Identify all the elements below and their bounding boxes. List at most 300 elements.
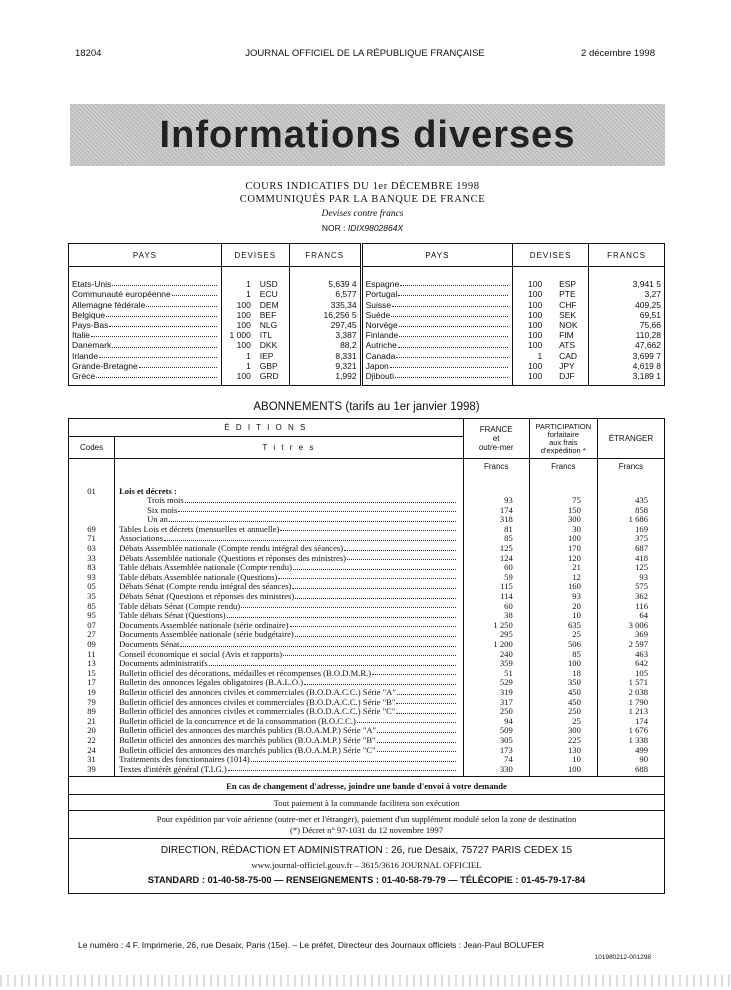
price-etranger: 435 (597, 496, 664, 506)
subscription-title: Bulletin officiel de la concurrence et de la consommation (B.O.C.C.) (119, 715, 356, 726)
price-etranger: 93 (597, 573, 664, 583)
country-cell (361, 330, 513, 340)
price-participation: 300 (529, 726, 597, 736)
col-pays-right: PAYS (361, 244, 513, 267)
currency-code: NLG (259, 319, 278, 330)
price-france: 359 (463, 659, 529, 669)
currency-units: 100 (527, 299, 543, 310)
subscription-title: Débats Sénat (Questions et réponses des ministres) (119, 591, 295, 602)
subscription-code: 09 (69, 640, 115, 650)
rate-value: 3,941 5 (589, 267, 665, 290)
price-etranger: 642 (597, 659, 664, 669)
country-name: Etats-Unis (72, 279, 112, 289)
subscription-code: 95 (69, 611, 115, 621)
col-pays-left: PAYS (69, 244, 222, 267)
rates-row (69, 300, 665, 310)
subscription-title: Documents Sénat (119, 639, 180, 649)
currency-code: PTE (559, 289, 576, 300)
price-france: 529 (463, 678, 529, 688)
price-france: 318 (463, 515, 529, 525)
subscription-code: 15 (69, 669, 115, 679)
note-air-line: Pour expédition par voie aérienne (outre-mer et l'étranger), paiement d'un supplément modulé selon la zone de destination (156, 814, 577, 825)
note-decree: (*) Décret n° 97-1031 du 12 novembre 1997 (289, 825, 444, 836)
price-france: 115 (463, 582, 529, 592)
page-number: 18204 (75, 48, 102, 59)
currency-cell (221, 340, 289, 350)
subscription-code: 11 (69, 650, 115, 660)
price-france: 93 (463, 496, 529, 506)
rate-value: 1,992 (289, 371, 361, 381)
price-france: 38 (463, 611, 529, 621)
rate-value: 75,66 (589, 320, 665, 330)
subscription-code: 20 (69, 726, 115, 736)
heading-line-3: Devises contre francs (321, 209, 404, 219)
price-participation: 635 (529, 621, 597, 631)
currency-code: GRD (259, 371, 279, 382)
unit-participation: Francs (529, 459, 597, 475)
subscription-title: Table débats Assemblée nationale (Compte rendu) (119, 562, 292, 573)
currency-units: 100 (527, 340, 543, 351)
price-france: 319 (463, 688, 529, 698)
nor-reference (150, 222, 575, 235)
country-name: Japon (365, 360, 389, 371)
price-etranger: 463 (597, 650, 664, 660)
subscription-title: Bulletin officiel des annonces civiles et commerciales (B.O.D.A.C.C.) Série "A" (119, 686, 396, 697)
subscription-code: 31 (69, 755, 115, 765)
rate-value: 3,699 7 (589, 351, 665, 361)
price-etranger (597, 475, 664, 497)
rate-value: 47,662 (589, 340, 665, 350)
price-france: 317 (463, 698, 529, 708)
nor-value: IDIX9802864X (347, 223, 404, 233)
rate-value: 409,25 (589, 300, 665, 310)
subscription-title: Bulletin officiel des décorations, médailles et récompenses (B.O.D.M.R.) (119, 667, 372, 678)
country-name: Finlande (365, 330, 399, 341)
rates-row (69, 267, 665, 290)
currency-units: 100 (527, 289, 543, 300)
subscription-code: 21 (69, 717, 115, 727)
country-cell (69, 289, 222, 299)
subscriptions-body (69, 475, 665, 777)
currency-units: 1 (246, 289, 251, 300)
subscription-code: 13 (69, 659, 115, 669)
price-etranger: 169 (597, 525, 664, 535)
phone-line: STANDARD : 01-40-58-75-00 — RENSEIGNEMENTS : 01-40-58-79-79 — TÉLÉCOPIE : 01-45-79-17-84 (147, 875, 586, 886)
currency-code: ATS (559, 340, 575, 351)
currency-cell (221, 310, 289, 320)
price-participation: 150 (529, 506, 597, 516)
price-etranger: 362 (597, 592, 664, 602)
col-devises-left: DEVISES (221, 244, 289, 267)
price-participation: 21 (529, 563, 597, 573)
price-france: 1 250 (463, 621, 529, 631)
currency-code: DEM (259, 299, 279, 310)
price-participation: 12 (529, 573, 597, 583)
currency-units: 1 (246, 279, 251, 289)
price-etranger: 105 (597, 669, 664, 679)
rate-value: 4,619 8 (589, 361, 665, 371)
currency-units: 100 (236, 371, 251, 382)
price-france (463, 475, 529, 497)
rate-value: 3,27 (589, 289, 665, 299)
price-france: 81 (463, 525, 529, 535)
price-participation: 85 (529, 650, 597, 660)
country-name: Irlande (72, 350, 98, 361)
currency-cell (221, 300, 289, 310)
subscription-title-cell (115, 475, 464, 497)
subscription-title: Débats Assemblée nationale (Compte rendu intégral des séances) (119, 543, 344, 554)
scan-noise (0, 975, 731, 987)
country-name: Suisse (365, 299, 392, 310)
subscription-code: 83 (69, 563, 115, 573)
subscription-title: Bulletin des annonces légales obligatoires (B.A.L.O.) (119, 677, 304, 688)
issue-date: 2 décembre 1998 (581, 48, 655, 59)
rates-row (69, 330, 665, 340)
currency-cell (221, 330, 289, 340)
subscription-title: Bulletin officiel des annonces des marchés publics (B.O.A.M.P.) Série "C" (119, 744, 376, 755)
currency-cell (513, 340, 589, 350)
price-participation: 100 (529, 765, 597, 777)
imprint-line: Le numéro : 4 F. Imprimerie, 26, rue Desaix, Paris (15e). – Le préfet, Directeur des Journaux officiels : Jean-Paul BOLUFER (78, 940, 545, 950)
price-etranger: 1 790 (597, 698, 664, 708)
currency-code: ESP (559, 279, 577, 289)
price-france: 59 (463, 573, 529, 583)
price-france: 94 (463, 717, 529, 727)
country-name: Portugal (365, 289, 398, 300)
rates-row (69, 371, 665, 381)
subscription-title: Table débats Assemblée nationale (Questions) (119, 571, 278, 582)
currency-code: DKK (259, 340, 278, 351)
country-cell (69, 351, 222, 361)
currency-units: 100 (236, 299, 251, 310)
price-participation: 350 (529, 678, 597, 688)
country-cell (69, 320, 222, 330)
country-name: Danemark (72, 340, 112, 351)
subscription-code: 71 (69, 534, 115, 544)
currency-units: 100 (236, 309, 251, 320)
price-etranger: 116 (597, 602, 664, 612)
price-france: 330 (463, 765, 529, 777)
subscription-code: 17 (69, 678, 115, 688)
price-participation: 450 (529, 688, 597, 698)
currency-units: 100 (236, 319, 251, 330)
price-france: 305 (463, 736, 529, 746)
subscription-code: 27 (69, 630, 115, 640)
country-cell (69, 361, 222, 371)
subscription-code: 33 (69, 554, 115, 564)
participation-header: PARTICIPATION forfaitaire aux frais d'expédition * (529, 419, 597, 459)
rate-value: 335,34 (289, 300, 361, 310)
col-francs-left: FRANCS (289, 244, 361, 267)
subscription-code: 19 (69, 688, 115, 698)
subscription-code (69, 496, 115, 506)
nor-label: NOR : (321, 223, 346, 233)
titres-unit (115, 459, 464, 475)
currency-cell (221, 289, 289, 299)
subscription-title: Associations (119, 533, 163, 544)
rate-value: 8,331 (289, 351, 361, 361)
rate-value: 9,321 (289, 361, 361, 371)
subscription-code: 05 (69, 582, 115, 592)
currency-code: GBP (259, 360, 278, 371)
country-cell (69, 330, 222, 340)
subscription-title: Conseil économique et social (Avis et rapports) (119, 648, 283, 659)
price-participation: 93 (529, 592, 597, 602)
price-etranger: 1 213 (597, 707, 664, 717)
price-etranger: 1 686 (597, 515, 664, 525)
subscription-title: Tables Lois et décrets (mensuelles et annuelle) (119, 523, 280, 534)
country-cell (69, 310, 222, 320)
country-cell (69, 340, 222, 350)
price-participation (529, 475, 597, 497)
country-cell (69, 267, 222, 290)
price-participation: 25 (529, 630, 597, 640)
country-cell (69, 300, 222, 310)
website-line: www.journal-officiel.gouv.fr – 3615/3616 JOURNAL OFFICIEL (251, 860, 482, 871)
rates-row (69, 320, 665, 330)
currency-cell (221, 320, 289, 330)
subscription-title-cell (115, 765, 464, 777)
price-france: 173 (463, 746, 529, 756)
rate-value: 3,189 1 (589, 371, 665, 381)
currency-cell (513, 289, 589, 299)
currency-code: DJF (559, 371, 575, 382)
rates-row (69, 289, 665, 299)
country-name: Norvège (365, 319, 398, 330)
price-france: 509 (463, 726, 529, 736)
price-participation: 100 (529, 659, 597, 669)
price-participation: 10 (529, 611, 597, 621)
subscription-title: Bulletin officiel des annonces des marchés publics (B.O.A.M.P.) Série "B" (119, 734, 376, 745)
currency-units: 100 (236, 340, 251, 351)
currency-cell (221, 351, 289, 361)
france-header: FRANCE et outre-mer (463, 419, 529, 459)
subscription-code: 79 (69, 698, 115, 708)
subscription-title: Lois et décrets : (119, 485, 177, 496)
country-name: Pays-Bas (72, 319, 109, 330)
section-title: Informations diverses (159, 113, 576, 156)
subscription-code (69, 506, 115, 516)
subscription-title: Documents Assemblée nationale (série ordinaire) (119, 619, 289, 630)
subscription-code: 89 (69, 707, 115, 717)
currency-units: 1 000 (229, 330, 251, 341)
currency-code: NOK (559, 319, 578, 330)
direction-address: DIRECTION, RÉDACTION ET ADMINISTRATION : 26, rue Desaix, 75727 PARIS CEDEX 15 (160, 845, 573, 857)
country-cell (361, 320, 513, 330)
price-etranger: 64 (597, 611, 664, 621)
currency-code: SEK (559, 309, 577, 320)
price-participation: 250 (529, 707, 597, 717)
col-francs-right: FRANCS (589, 244, 665, 267)
price-etranger: 1 571 (597, 678, 664, 688)
price-participation: 25 (529, 717, 597, 727)
rate-value: 5,639 4 (289, 267, 361, 290)
subscription-title: Un an (147, 514, 168, 525)
price-etranger: 375 (597, 534, 664, 544)
subscription-title: Documents administratifs (119, 658, 208, 669)
price-france: 74 (463, 755, 529, 765)
price-participation: 300 (529, 515, 597, 525)
currency-code: FIM (559, 330, 574, 341)
etranger-header: ÉTRANGER (597, 419, 664, 459)
price-participation: 18 (529, 669, 597, 679)
subscription-title-cell (115, 525, 464, 535)
country-name: Grèce (72, 371, 96, 382)
country-cell (361, 371, 513, 381)
price-france: 1 200 (463, 640, 529, 650)
price-participation: 225 (529, 736, 597, 746)
price-participation: 120 (529, 554, 597, 564)
rates-row (69, 361, 665, 371)
subscription-title: Débats Assemblée nationale (Questions et réponses des ministres) (119, 552, 347, 563)
country-name: Grande-Bretagne (72, 360, 138, 371)
subscription-code: 69 (69, 525, 115, 535)
price-etranger: 174 (597, 717, 664, 727)
rates-row (69, 351, 665, 361)
subscription-title: Traitements des fonctionnaires (1014) (119, 754, 250, 765)
price-etranger: 1 676 (597, 726, 664, 736)
heading-line-2: COMMUNIQUÉS PAR LA BANQUE DE FRANCE (239, 194, 486, 205)
price-etranger: 418 (597, 554, 664, 564)
price-france: 295 (463, 630, 529, 640)
note-address-change: En cas de changement d'adresse, joindre une bande d'envoi à votre demande (69, 777, 665, 795)
subscription-title: Bulletin officiel des annonces civiles et commerciales (B.O.D.A.C.C.) Série "C" (119, 706, 396, 717)
country-name: Djibouti (365, 371, 394, 382)
price-participation: 506 (529, 640, 597, 650)
subscription-code: 39 (69, 765, 115, 777)
currency-cell (513, 330, 589, 340)
subscription-row (69, 765, 665, 777)
country-cell (361, 300, 513, 310)
currency-cell (513, 320, 589, 330)
country-name: Italie (72, 330, 90, 341)
country-cell (361, 361, 513, 371)
currency-units: 1 (246, 360, 251, 371)
subscription-code: 07 (69, 621, 115, 631)
price-france: 250 (463, 707, 529, 717)
currency-units: 100 (527, 319, 543, 330)
price-france: 124 (463, 554, 529, 564)
price-participation: 170 (529, 544, 597, 554)
currency-cell (221, 371, 289, 381)
currency-units: 100 (527, 309, 543, 320)
rates-padding-row (69, 382, 665, 386)
price-france: 60 (463, 563, 529, 573)
subscription-title: Débats Sénat (Compte rendu intégral des séances) (119, 581, 292, 592)
rate-value: 88,2 (289, 340, 361, 350)
exchange-rates-table (68, 243, 665, 386)
subscription-title: Textes d'intérêt général (T.I.G.) (119, 763, 227, 774)
currency-cell (221, 267, 289, 290)
price-france: 51 (463, 669, 529, 679)
price-etranger: 687 (597, 544, 664, 554)
country-cell (361, 310, 513, 320)
currency-code: CHF (559, 299, 577, 310)
price-etranger: 90 (597, 755, 664, 765)
price-participation: 130 (529, 746, 597, 756)
note-payment: Tout paiement à la commande facilitera son exécution (69, 795, 665, 811)
subscription-code: 03 (69, 544, 115, 554)
price-france: 174 (463, 506, 529, 516)
footer-block (69, 839, 665, 894)
subscription-code: 24 (69, 746, 115, 756)
price-france: 114 (463, 592, 529, 602)
country-name: Suède (365, 309, 391, 320)
country-name: Belgique (72, 309, 106, 320)
country-name: Espagne (365, 279, 400, 289)
rate-value: 3,387 (289, 330, 361, 340)
rate-value: 16,256 5 (289, 310, 361, 320)
price-france: 125 (463, 544, 529, 554)
country-name: Communauté européenne (72, 289, 171, 300)
subscription-title: Table débats Sénat (Compte rendu) (119, 600, 241, 611)
codes-unit (69, 459, 115, 475)
editions-header: É D I T I O N S (224, 423, 308, 432)
subscription-title: Table débats Sénat (Questions) (119, 610, 226, 621)
currency-code: USD (259, 279, 278, 289)
price-etranger: 125 (597, 563, 664, 573)
price-participation: 10 (529, 755, 597, 765)
subscription-code: 93 (69, 573, 115, 583)
heading-line-1: COURS INDICATIFS DU 1er DÉCEMBRE 1998 (245, 181, 480, 192)
price-participation: 75 (529, 496, 597, 506)
col-devises-right: DEVISES (513, 244, 589, 267)
currency-units: 1 (246, 350, 251, 361)
unit-france: Francs (463, 459, 529, 475)
price-participation: 30 (529, 525, 597, 535)
subscription-title: Trois mois (147, 495, 184, 506)
currency-cell (513, 361, 589, 371)
subscriptions-table (68, 418, 665, 894)
country-cell (361, 351, 513, 361)
codes-header: Codes (69, 437, 115, 459)
subscription-title: Bulletin officiel des annonces civiles et commerciales (B.O.D.A.C.C.) Série "B" (119, 696, 396, 707)
currency-code: ITL (259, 330, 273, 341)
price-france: 85 (463, 534, 529, 544)
currency-code: ECU (259, 289, 278, 300)
rates-row (69, 310, 665, 320)
country-name: Allemagne fédérale (72, 299, 146, 310)
document-reference: 101980212-001298 (594, 954, 651, 961)
price-participation: 450 (529, 698, 597, 708)
titres-header: T i t r e s (115, 437, 464, 459)
price-etranger: 369 (597, 630, 664, 640)
currency-cell (513, 310, 589, 320)
currency-code: JPY (559, 360, 575, 371)
price-etranger: 1 338 (597, 736, 664, 746)
price-participation: 160 (529, 582, 597, 592)
price-etranger: 499 (597, 746, 664, 756)
subscription-title: Documents Assemblée nationale (série budgétaire) (119, 629, 294, 640)
currency-code: BEF (259, 309, 277, 320)
price-participation: 100 (529, 534, 597, 544)
section-banner (70, 104, 665, 166)
country-cell (361, 267, 513, 290)
price-france: 60 (463, 602, 529, 612)
subscription-code: 85 (69, 602, 115, 612)
note-air (69, 811, 665, 839)
price-etranger: 2 597 (597, 640, 664, 650)
country-cell (361, 289, 513, 299)
currency-cell (513, 371, 589, 381)
currency-units: 100 (527, 330, 543, 341)
currency-units: 100 (527, 279, 543, 289)
country-cell (69, 371, 222, 381)
exchange-rates-heading (150, 180, 575, 235)
page-header (75, 48, 655, 62)
currency-cell (513, 267, 589, 290)
rates-body (69, 267, 665, 386)
